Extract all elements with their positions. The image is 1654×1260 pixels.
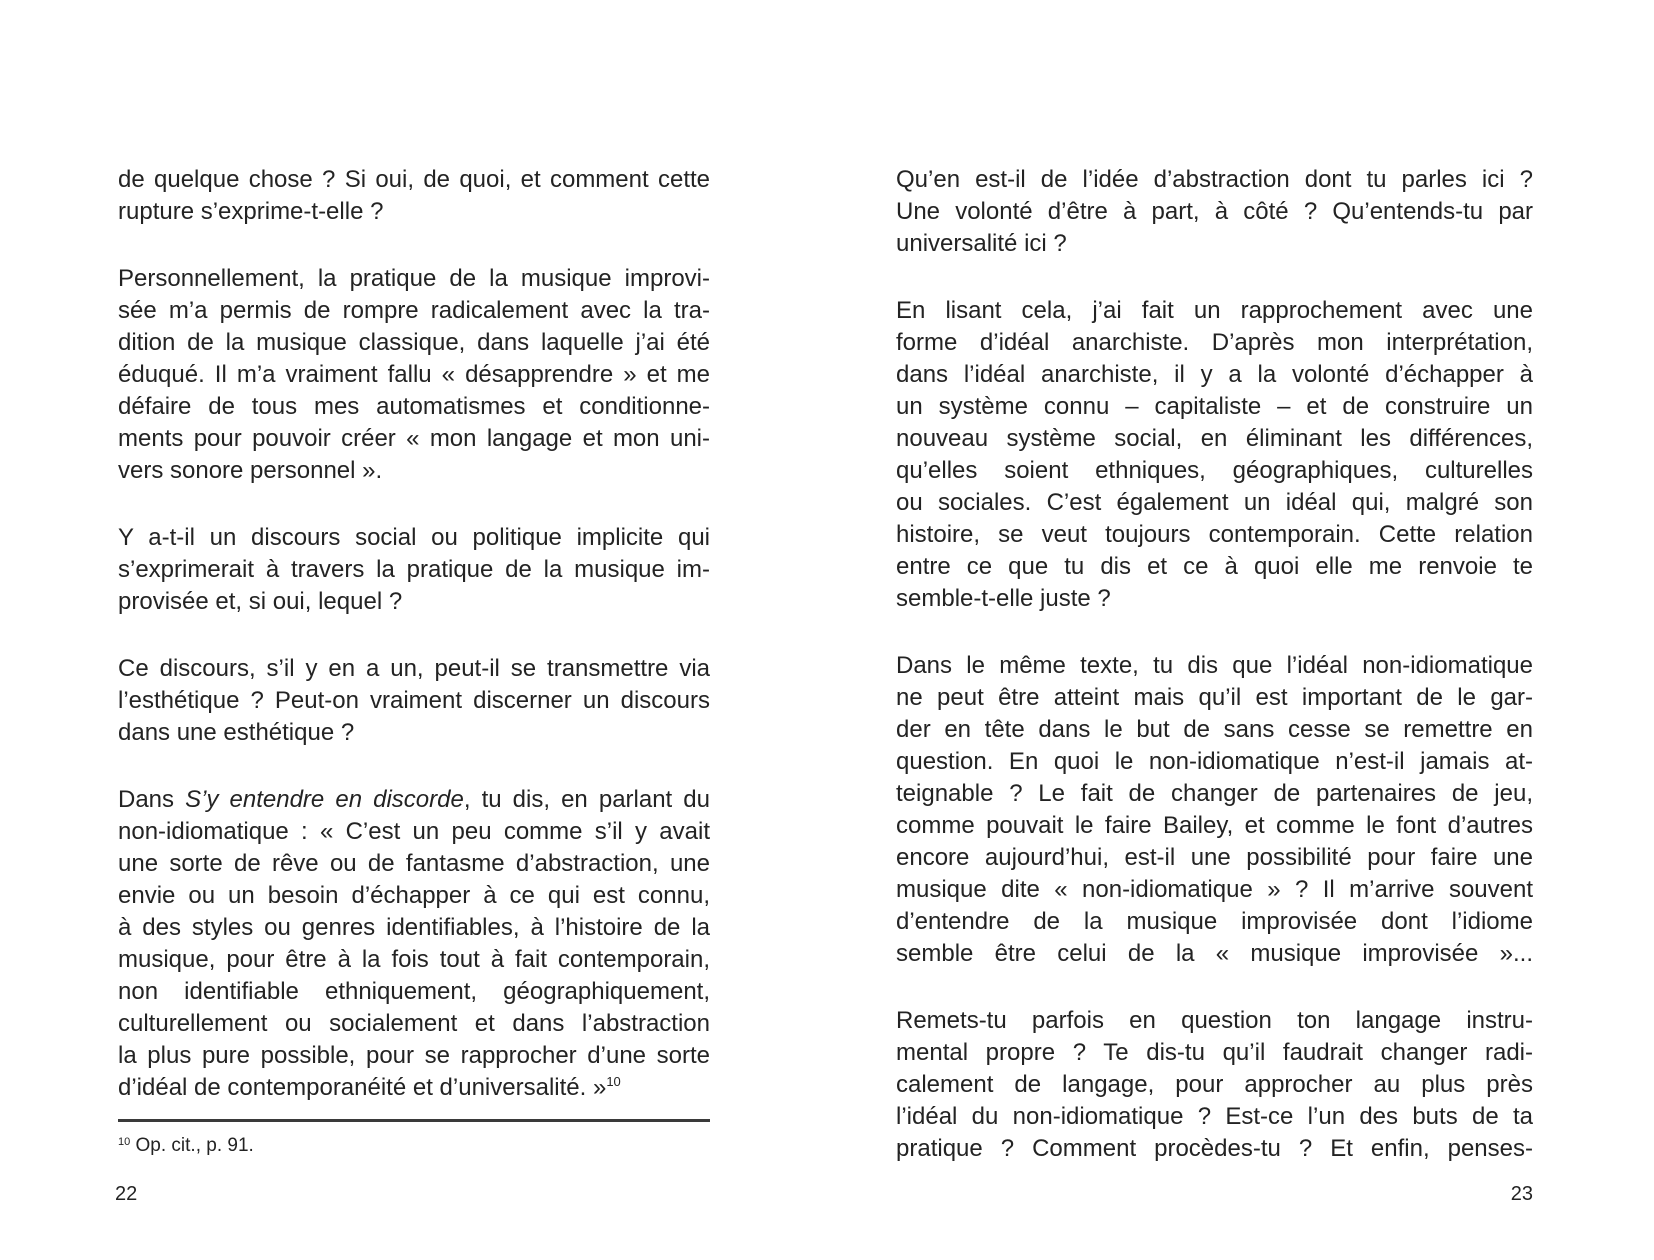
- text-line: éduqué. Il m’a vraiment fallu « désapprendre » et me: [118, 361, 710, 388]
- text-line: semble-t-elle juste ?: [896, 585, 1111, 612]
- paragraph: [118, 522, 710, 618]
- page-number-right: 23: [1510, 1183, 1533, 1205]
- text-line: vers sonore personnel ».: [118, 457, 383, 484]
- text-line: culturellement ou socialement et dans l’abstraction: [118, 1010, 710, 1037]
- text-line: d’entendre de la musique improvisée dont l’idiome: [896, 908, 1533, 935]
- text-line: Qu’en est-il de l’idée d’abstraction dont tu parles ici ?: [896, 166, 1533, 193]
- text-line: calement de langage, pour approcher au plus près: [896, 1071, 1533, 1098]
- text-line: dition de la musique classique, dans laquelle j’ai été: [118, 329, 710, 356]
- text-line: [118, 1072, 710, 1104]
- text-line: musique, pour être à la fois tout à fait contemporain,: [118, 946, 710, 973]
- text-line: der en tête dans le but de sans cesse se remettre en: [896, 716, 1533, 743]
- text-line: défaire de tous mes automatismes et conditionne-: [118, 393, 710, 420]
- text-line: mental propre ? Te dis-tu qu’il faudrait changer radi-: [896, 1039, 1533, 1066]
- paragraph: [118, 653, 710, 749]
- text-line: Remets-tu parfois en question ton langage instru-: [896, 1007, 1533, 1034]
- page-number-left: 22: [115, 1183, 138, 1205]
- italic-book-title: S’y entendre en discorde: [185, 786, 464, 813]
- text-line: sée m’a permis de rompre radicalement avec la tra-: [118, 297, 710, 324]
- text-line: Une volonté d’être à part, à côté ? Qu’entends-tu par: [896, 198, 1533, 225]
- text-line: de quelque chose ? Si oui, de quoi, et comment cette: [118, 166, 710, 193]
- text-line: non identifiable ethniquement, géographiquement,: [118, 978, 710, 1005]
- text-line: [118, 784, 710, 816]
- paragraph: [118, 263, 710, 487]
- page-23-text-column: [896, 164, 1533, 1165]
- text-line: Personnellement, la pratique de la musique improvi-: [118, 265, 710, 292]
- text-segment: d’idéal de contemporanéité et d’universalité. »: [118, 1074, 607, 1101]
- footnote-text: Op. cit., p. 91.: [130, 1135, 254, 1156]
- paragraph: [118, 164, 710, 228]
- text-line: teignable ? Le fait de changer de partenaires de jeu,: [896, 780, 1533, 807]
- text-line: Y a-t-il un discours social ou politique implicite qui: [118, 524, 710, 551]
- text-segment: Dans: [118, 786, 186, 813]
- text-line: Dans le même texte, tu dis que l’idéal non-idiomatique: [896, 652, 1533, 679]
- text-line: envie ou un besoin d’échapper à ce qui est connu,: [118, 882, 710, 909]
- text-line: non-idiomatique : « C’est un peu comme s’il y avait: [118, 818, 710, 845]
- text-line: dans l’idéal anarchiste, il y a la volonté d’échapper à: [896, 361, 1533, 388]
- text-line: question. En quoi le non-idiomatique n’est-il jamais at-: [896, 748, 1533, 775]
- footnote: [118, 1133, 710, 1159]
- text-line: nouveau système social, en éliminant les différences,: [896, 425, 1533, 452]
- footnote-divider-rule: [118, 1119, 710, 1122]
- text-line: une sorte de rêve ou de fantasme d’abstraction, une: [118, 850, 710, 877]
- text-line: Ce discours, s’il y en a un, peut-il se transmettre via: [118, 655, 710, 682]
- text-line: pratique ? Comment procèdes-tu ? Et enfin, penses-: [896, 1135, 1533, 1162]
- paragraph: [118, 784, 710, 1104]
- footnote-reference: 10: [606, 1074, 621, 1089]
- text-line: l’esthétique ? Peut-on vraiment discerner un discours: [118, 687, 710, 714]
- text-segment: , tu dis, en parlant du: [463, 786, 710, 813]
- text-line: l’idéal du non-idiomatique ? Est-ce l’un des buts de ta: [896, 1103, 1533, 1130]
- text-line: histoire, se veut toujours contemporain. Cette relation: [896, 521, 1533, 548]
- text-line: s’exprimerait à travers la pratique de la musique im-: [118, 556, 710, 583]
- paragraph: [896, 1005, 1533, 1165]
- footnote-marker: 10: [118, 1136, 131, 1148]
- text-line: entre ce que tu dis et ce à quoi elle me renvoie te: [896, 553, 1533, 580]
- page-22-text-column: [118, 164, 710, 1104]
- text-line: En lisant cela, j’ai fait un rapprochement avec une: [896, 297, 1533, 324]
- text-line: ments pour pouvoir créer « mon langage et mon uni-: [118, 425, 710, 452]
- text-line: musique dite « non-idiomatique » ? Il m’arrive souvent: [896, 876, 1533, 903]
- paragraph: [896, 295, 1533, 615]
- text-line: encore aujourd’hui, est-il une possibilité pour faire une: [896, 844, 1533, 871]
- text-line: la plus pure possible, pour se rapprocher d’une sorte: [118, 1042, 710, 1069]
- text-line: un système connu – capitaliste – et de construire un: [896, 393, 1533, 420]
- text-line: provisée et, si oui, lequel ?: [118, 588, 403, 615]
- text-line: rupture s’exprime-t-elle ?: [118, 198, 384, 225]
- paragraph: [896, 164, 1533, 260]
- text-line: dans une esthétique ?: [118, 719, 355, 746]
- paragraph: [896, 650, 1533, 970]
- text-line: universalité ici ?: [896, 230, 1067, 257]
- text-line: forme d’idéal anarchiste. D’après mon interprétation,: [896, 329, 1533, 356]
- text-line: ou sociales. C’est également un idéal qui, malgré son: [896, 489, 1533, 516]
- text-line: comme pouvait le faire Bailey, et comme le font d’autres: [896, 812, 1533, 839]
- text-line: qu’elles soient ethniques, géographiques, culturelles: [896, 457, 1533, 484]
- text-line: semble être celui de la « musique improvisée »...: [896, 940, 1533, 967]
- text-line: ne peut être atteint mais qu’il est important de le gar-: [896, 684, 1533, 711]
- text-line: à des styles ou genres identifiables, à l’histoire de la: [118, 914, 710, 941]
